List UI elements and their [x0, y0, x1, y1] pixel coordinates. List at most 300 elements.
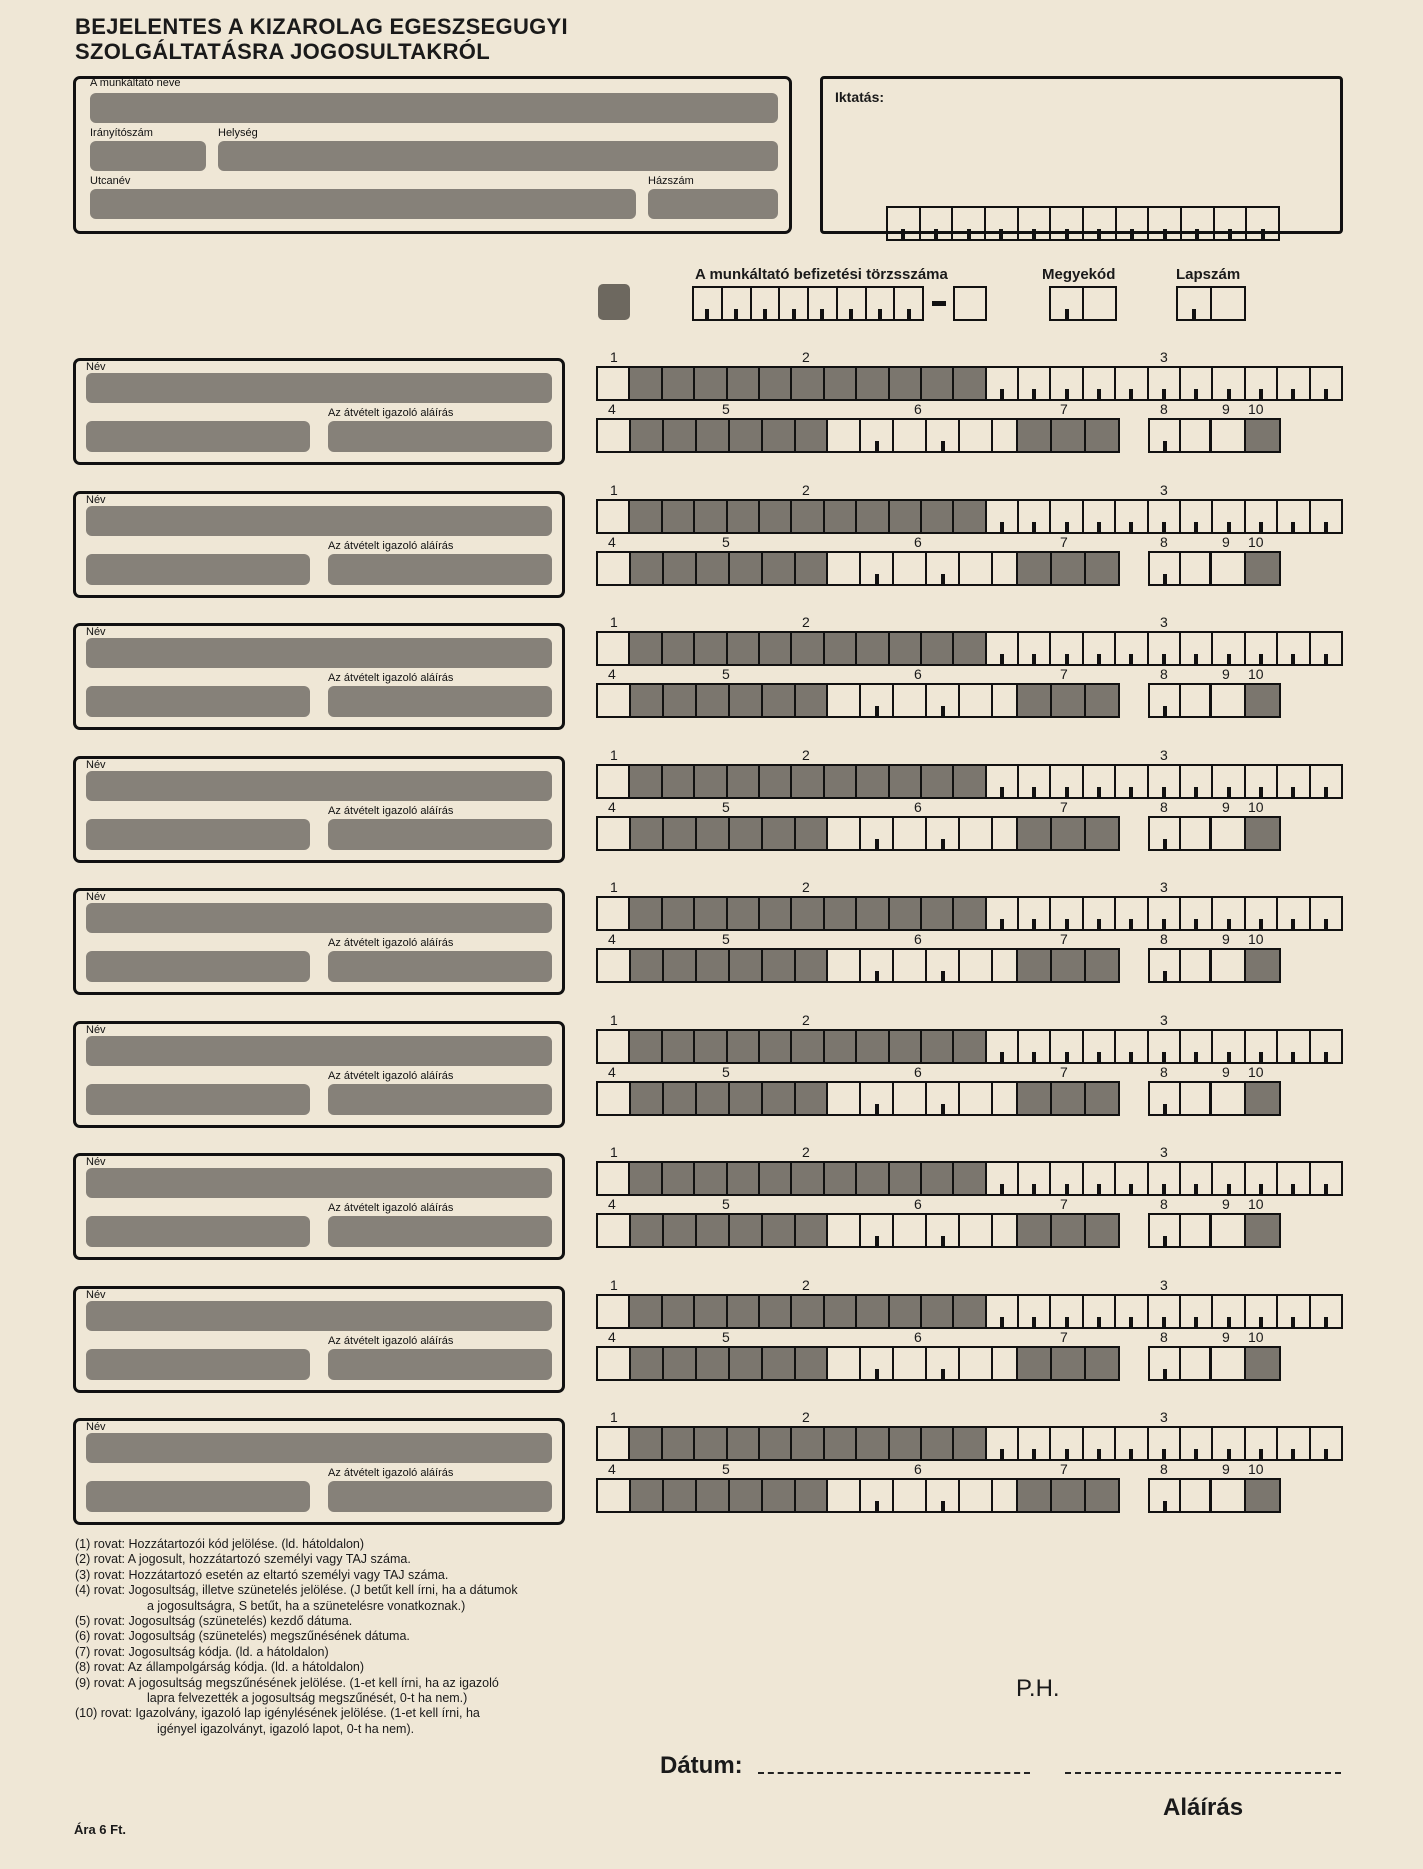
cell[interactable]	[598, 368, 630, 399]
cell[interactable]	[867, 288, 896, 319]
cell[interactable]	[1278, 368, 1310, 399]
cell[interactable]	[760, 766, 792, 797]
cell[interactable]	[954, 766, 986, 797]
cell[interactable]	[828, 1215, 861, 1246]
cell[interactable]	[1213, 1296, 1245, 1327]
cell[interactable]	[987, 766, 1019, 797]
cell[interactable]	[828, 685, 861, 716]
tax-id-check-cell[interactable]	[953, 286, 987, 321]
signature-line[interactable]	[1065, 1772, 1341, 1774]
row-2-left-cells[interactable]	[596, 816, 1026, 851]
cell[interactable]	[664, 818, 697, 849]
cell[interactable]	[890, 898, 922, 929]
cell[interactable]	[1181, 1296, 1213, 1327]
id-field[interactable]	[86, 951, 310, 982]
cell[interactable]	[792, 1296, 824, 1327]
cell[interactable]	[825, 766, 857, 797]
cell[interactable]	[1181, 1215, 1210, 1246]
cell[interactable]	[631, 818, 664, 849]
row-2-flag-cells[interactable]	[1209, 948, 1281, 983]
cell[interactable]	[664, 553, 697, 584]
cell[interactable]	[694, 288, 723, 319]
cell[interactable]	[1019, 1296, 1051, 1327]
cell[interactable]	[825, 1031, 857, 1062]
cell[interactable]	[697, 685, 730, 716]
cell[interactable]	[631, 1480, 664, 1511]
row-2-code-cells[interactable]	[1016, 1478, 1120, 1513]
cell[interactable]	[1181, 818, 1210, 849]
cell[interactable]	[1018, 1083, 1052, 1114]
cell[interactable]	[828, 1480, 861, 1511]
cell[interactable]	[792, 501, 824, 532]
cell[interactable]	[796, 553, 829, 584]
cell[interactable]	[1116, 368, 1148, 399]
cell[interactable]	[954, 368, 986, 399]
cell[interactable]	[1150, 1348, 1181, 1379]
cell[interactable]	[598, 1428, 630, 1459]
cell[interactable]	[987, 1428, 1019, 1459]
cell[interactable]	[1116, 1163, 1148, 1194]
registry-number-cells[interactable]	[886, 206, 1280, 241]
cell[interactable]	[1215, 208, 1248, 239]
cell[interactable]	[857, 501, 889, 532]
row-2-flag-cells[interactable]	[1209, 1213, 1281, 1248]
name-field[interactable]	[86, 638, 552, 668]
cell[interactable]	[598, 501, 630, 532]
cell[interactable]	[1051, 368, 1083, 399]
cell[interactable]	[987, 1296, 1019, 1327]
cell[interactable]	[927, 818, 960, 849]
cell[interactable]	[598, 1163, 630, 1194]
cell[interactable]	[1213, 368, 1245, 399]
cell[interactable]	[663, 766, 695, 797]
cell[interactable]	[792, 1428, 824, 1459]
row-2-code-cells[interactable]	[1016, 1213, 1120, 1248]
cell[interactable]	[630, 766, 662, 797]
zip-field[interactable]	[90, 141, 206, 171]
cell[interactable]	[894, 950, 927, 981]
cell[interactable]	[1052, 1215, 1086, 1246]
cell[interactable]	[1246, 818, 1279, 849]
cell[interactable]	[630, 1163, 662, 1194]
cell[interactable]	[763, 818, 796, 849]
cell[interactable]	[697, 818, 730, 849]
cell[interactable]	[1086, 950, 1118, 981]
cell[interactable]	[1116, 501, 1148, 532]
cell[interactable]	[1052, 1348, 1086, 1379]
signature-field[interactable]	[328, 1349, 552, 1380]
cell[interactable]	[695, 1031, 727, 1062]
tax-id-cells[interactable]	[692, 286, 924, 321]
cell[interactable]	[760, 898, 792, 929]
cell[interactable]	[894, 1215, 927, 1246]
cell[interactable]	[922, 766, 954, 797]
cell[interactable]	[890, 633, 922, 664]
cell[interactable]	[763, 1348, 796, 1379]
id-field[interactable]	[86, 554, 310, 585]
cell[interactable]	[1086, 1215, 1118, 1246]
cell[interactable]	[1051, 288, 1084, 319]
date-line[interactable]	[758, 1772, 1030, 1774]
cell[interactable]	[1213, 501, 1245, 532]
cell[interactable]	[1150, 420, 1181, 451]
cell[interactable]	[697, 950, 730, 981]
cell[interactable]	[1084, 368, 1116, 399]
cell[interactable]	[809, 288, 838, 319]
row-2-flag-cells[interactable]	[1209, 418, 1281, 453]
cell[interactable]	[663, 898, 695, 929]
cell[interactable]	[1086, 685, 1118, 716]
cell[interactable]	[695, 368, 727, 399]
cell[interactable]	[1278, 766, 1310, 797]
row-2-left-cells[interactable]	[596, 1346, 1026, 1381]
cell[interactable]	[728, 898, 760, 929]
cell[interactable]	[986, 208, 1019, 239]
cell[interactable]	[1246, 1215, 1279, 1246]
cell[interactable]	[1019, 898, 1051, 929]
cell[interactable]	[861, 1215, 894, 1246]
cell[interactable]	[631, 1083, 664, 1114]
cell[interactable]	[1086, 553, 1118, 584]
cell[interactable]	[1213, 898, 1245, 929]
id-field[interactable]	[86, 1349, 310, 1380]
cell[interactable]	[1149, 501, 1181, 532]
cell[interactable]	[1052, 950, 1086, 981]
cell[interactable]	[890, 1428, 922, 1459]
cell[interactable]	[752, 288, 781, 319]
cell[interactable]	[828, 818, 861, 849]
row-2-left-cells[interactable]	[596, 1081, 1026, 1116]
cell[interactable]	[922, 1031, 954, 1062]
row-2-flag-cells[interactable]	[1209, 551, 1281, 586]
cell[interactable]	[1181, 501, 1213, 532]
cell[interactable]	[598, 1031, 630, 1062]
cell[interactable]	[796, 1083, 829, 1114]
cell[interactable]	[1018, 420, 1052, 451]
id-field[interactable]	[86, 1481, 310, 1512]
cell[interactable]	[1181, 685, 1210, 716]
id-field[interactable]	[86, 1216, 310, 1247]
cell[interactable]	[598, 898, 630, 929]
cell[interactable]	[1084, 208, 1117, 239]
name-field[interactable]	[86, 771, 552, 801]
employer-name-field[interactable]	[90, 93, 778, 123]
cell[interactable]	[1086, 1348, 1118, 1379]
cell[interactable]	[1213, 1428, 1245, 1459]
cell[interactable]	[828, 950, 861, 981]
city-field[interactable]	[218, 141, 778, 171]
cell[interactable]	[1278, 1031, 1310, 1062]
cell[interactable]	[1149, 633, 1181, 664]
row-2-nationality-cells[interactable]	[1148, 1346, 1212, 1381]
cell[interactable]	[954, 633, 986, 664]
cell[interactable]	[861, 1083, 894, 1114]
cell[interactable]	[1181, 1428, 1213, 1459]
row-2-left-cells[interactable]	[596, 683, 1026, 718]
cell[interactable]	[1211, 1083, 1246, 1114]
cell[interactable]	[1051, 1163, 1083, 1194]
cell[interactable]	[1149, 1031, 1181, 1062]
cell[interactable]	[663, 633, 695, 664]
cell[interactable]	[1213, 766, 1245, 797]
cell[interactable]	[894, 685, 927, 716]
cell[interactable]	[730, 1480, 763, 1511]
cell[interactable]	[730, 685, 763, 716]
cell[interactable]	[1051, 633, 1083, 664]
cell[interactable]	[723, 288, 752, 319]
cell[interactable]	[1150, 950, 1181, 981]
name-field[interactable]	[86, 903, 552, 933]
cell[interactable]	[825, 898, 857, 929]
cell[interactable]	[894, 1348, 927, 1379]
cell[interactable]	[828, 420, 861, 451]
cell[interactable]	[861, 1348, 894, 1379]
cell[interactable]	[792, 1163, 824, 1194]
cell[interactable]	[695, 898, 727, 929]
cell[interactable]	[960, 818, 993, 849]
cell[interactable]	[697, 1215, 730, 1246]
cell[interactable]	[1116, 766, 1148, 797]
cell[interactable]	[1051, 1031, 1083, 1062]
cell[interactable]	[630, 1428, 662, 1459]
cell[interactable]	[828, 1348, 861, 1379]
cell[interactable]	[890, 1296, 922, 1327]
cell[interactable]	[890, 368, 922, 399]
cell[interactable]	[796, 1348, 829, 1379]
cell[interactable]	[1117, 208, 1150, 239]
cell[interactable]	[825, 501, 857, 532]
cell[interactable]	[894, 420, 927, 451]
cell[interactable]	[664, 1083, 697, 1114]
cell[interactable]	[730, 1348, 763, 1379]
cell[interactable]	[1278, 898, 1310, 929]
row-2-nationality-cells[interactable]	[1148, 948, 1212, 983]
cell[interactable]	[1181, 633, 1213, 664]
cell[interactable]	[796, 685, 829, 716]
signature-field[interactable]	[328, 1216, 552, 1247]
cell[interactable]	[1116, 898, 1148, 929]
cell[interactable]	[1052, 685, 1086, 716]
cell[interactable]	[1246, 1083, 1279, 1114]
cell[interactable]	[1051, 501, 1083, 532]
cell[interactable]	[728, 368, 760, 399]
cell[interactable]	[695, 1296, 727, 1327]
cell[interactable]	[1084, 766, 1116, 797]
cell[interactable]	[796, 818, 829, 849]
signature-field[interactable]	[328, 819, 552, 850]
cell[interactable]	[960, 950, 993, 981]
row-2-flag-cells[interactable]	[1209, 1081, 1281, 1116]
cell[interactable]	[922, 368, 954, 399]
cell[interactable]	[1278, 1296, 1310, 1327]
cell[interactable]	[763, 553, 796, 584]
cell[interactable]	[792, 1031, 824, 1062]
cell[interactable]	[861, 950, 894, 981]
cell[interactable]	[987, 898, 1019, 929]
cell[interactable]	[664, 1348, 697, 1379]
signature-field[interactable]	[328, 421, 552, 452]
row-2-nationality-cells[interactable]	[1148, 816, 1212, 851]
cell[interactable]	[1018, 1215, 1052, 1246]
cell[interactable]	[955, 288, 985, 319]
cell[interactable]	[598, 1083, 631, 1114]
row-2-code-cells[interactable]	[1016, 1346, 1120, 1381]
row-2-code-cells[interactable]	[1016, 816, 1120, 851]
cell[interactable]	[730, 1215, 763, 1246]
cell[interactable]	[1246, 766, 1278, 797]
cell[interactable]	[1019, 1031, 1051, 1062]
id-field[interactable]	[86, 819, 310, 850]
cell[interactable]	[796, 950, 829, 981]
cell[interactable]	[695, 766, 727, 797]
cell[interactable]	[630, 898, 662, 929]
cell[interactable]	[888, 208, 921, 239]
cell[interactable]	[825, 633, 857, 664]
cell[interactable]	[1311, 633, 1341, 664]
cell[interactable]	[1086, 818, 1118, 849]
cell[interactable]	[1246, 950, 1279, 981]
cell[interactable]	[838, 288, 867, 319]
cell[interactable]	[1182, 208, 1215, 239]
cell[interactable]	[1246, 1163, 1278, 1194]
cell[interactable]	[927, 1083, 960, 1114]
cell[interactable]	[598, 1348, 631, 1379]
cell[interactable]	[922, 1296, 954, 1327]
page-cells[interactable]	[1176, 286, 1246, 321]
cell[interactable]	[1052, 1083, 1086, 1114]
cell[interactable]	[760, 501, 792, 532]
cell[interactable]	[857, 633, 889, 664]
cell[interactable]	[954, 1296, 986, 1327]
cell[interactable]	[1181, 420, 1210, 451]
signature-field[interactable]	[328, 1481, 552, 1512]
cell[interactable]	[631, 685, 664, 716]
row-1-cells[interactable]	[596, 631, 1343, 666]
row-2-code-cells[interactable]	[1016, 1081, 1120, 1116]
cell[interactable]	[1019, 766, 1051, 797]
cell[interactable]	[1211, 1215, 1246, 1246]
cell[interactable]	[763, 1215, 796, 1246]
cell[interactable]	[796, 1480, 829, 1511]
cell[interactable]	[1018, 553, 1052, 584]
cell[interactable]	[728, 501, 760, 532]
cell[interactable]	[796, 1215, 829, 1246]
cell[interactable]	[1051, 766, 1083, 797]
cell[interactable]	[1084, 1163, 1116, 1194]
cell[interactable]	[1150, 1215, 1181, 1246]
cell[interactable]	[1084, 633, 1116, 664]
cell[interactable]	[857, 1296, 889, 1327]
cell[interactable]	[960, 1480, 993, 1511]
cell[interactable]	[697, 1348, 730, 1379]
signature-field[interactable]	[328, 951, 552, 982]
cell[interactable]	[922, 633, 954, 664]
cell[interactable]	[792, 898, 824, 929]
cell[interactable]	[987, 633, 1019, 664]
cell[interactable]	[663, 1163, 695, 1194]
row-2-code-cells[interactable]	[1016, 683, 1120, 718]
cell[interactable]	[1150, 818, 1181, 849]
cell[interactable]	[1018, 1480, 1052, 1511]
cell[interactable]	[1246, 1348, 1279, 1379]
cell[interactable]	[861, 420, 894, 451]
signature-field[interactable]	[328, 554, 552, 585]
cell[interactable]	[1211, 553, 1246, 584]
cell[interactable]	[631, 950, 664, 981]
cell[interactable]	[828, 1083, 861, 1114]
cell[interactable]	[825, 1428, 857, 1459]
cell[interactable]	[1246, 898, 1278, 929]
cell[interactable]	[890, 1031, 922, 1062]
cell[interactable]	[631, 1348, 664, 1379]
cell[interactable]	[1246, 420, 1279, 451]
cell[interactable]	[1018, 1348, 1052, 1379]
cell[interactable]	[728, 1031, 760, 1062]
cell[interactable]	[1246, 1296, 1278, 1327]
cell[interactable]	[922, 501, 954, 532]
cell[interactable]	[953, 208, 986, 239]
cell[interactable]	[1086, 420, 1118, 451]
cell[interactable]	[730, 950, 763, 981]
cell[interactable]	[987, 501, 1019, 532]
cell[interactable]	[895, 288, 922, 319]
cell[interactable]	[857, 766, 889, 797]
cell[interactable]	[1150, 1480, 1181, 1511]
name-field[interactable]	[86, 1433, 552, 1463]
cell[interactable]	[695, 1163, 727, 1194]
cell[interactable]	[1311, 898, 1341, 929]
cell[interactable]	[1084, 1296, 1116, 1327]
cell[interactable]	[1311, 1428, 1341, 1459]
cell[interactable]	[861, 1480, 894, 1511]
cell[interactable]	[1181, 1031, 1213, 1062]
row-2-left-cells[interactable]	[596, 418, 1026, 453]
cell[interactable]	[1181, 950, 1210, 981]
cell[interactable]	[664, 420, 697, 451]
county-cells[interactable]	[1049, 286, 1117, 321]
cell[interactable]	[663, 501, 695, 532]
cell[interactable]	[728, 766, 760, 797]
cell[interactable]	[857, 1163, 889, 1194]
cell[interactable]	[1150, 1083, 1181, 1114]
cell[interactable]	[663, 1428, 695, 1459]
cell[interactable]	[1311, 766, 1341, 797]
signature-field[interactable]	[328, 1084, 552, 1115]
cell[interactable]	[1051, 1428, 1083, 1459]
cell[interactable]	[825, 1296, 857, 1327]
cell[interactable]	[598, 553, 631, 584]
row-2-nationality-cells[interactable]	[1148, 1081, 1212, 1116]
cell[interactable]	[1084, 1428, 1116, 1459]
cell[interactable]	[730, 1083, 763, 1114]
cell[interactable]	[1211, 1348, 1246, 1379]
cell[interactable]	[1019, 501, 1051, 532]
cell[interactable]	[695, 633, 727, 664]
cell[interactable]	[828, 553, 861, 584]
street-field[interactable]	[90, 189, 636, 219]
cell[interactable]	[1116, 1428, 1148, 1459]
cell[interactable]	[1051, 898, 1083, 929]
cell[interactable]	[1052, 818, 1086, 849]
cell[interactable]	[1149, 898, 1181, 929]
cell[interactable]	[922, 1163, 954, 1194]
id-field[interactable]	[86, 421, 310, 452]
cell[interactable]	[890, 766, 922, 797]
cell[interactable]	[1116, 1296, 1148, 1327]
cell[interactable]	[598, 950, 631, 981]
cell[interactable]	[1086, 1480, 1118, 1511]
cell[interactable]	[792, 633, 824, 664]
